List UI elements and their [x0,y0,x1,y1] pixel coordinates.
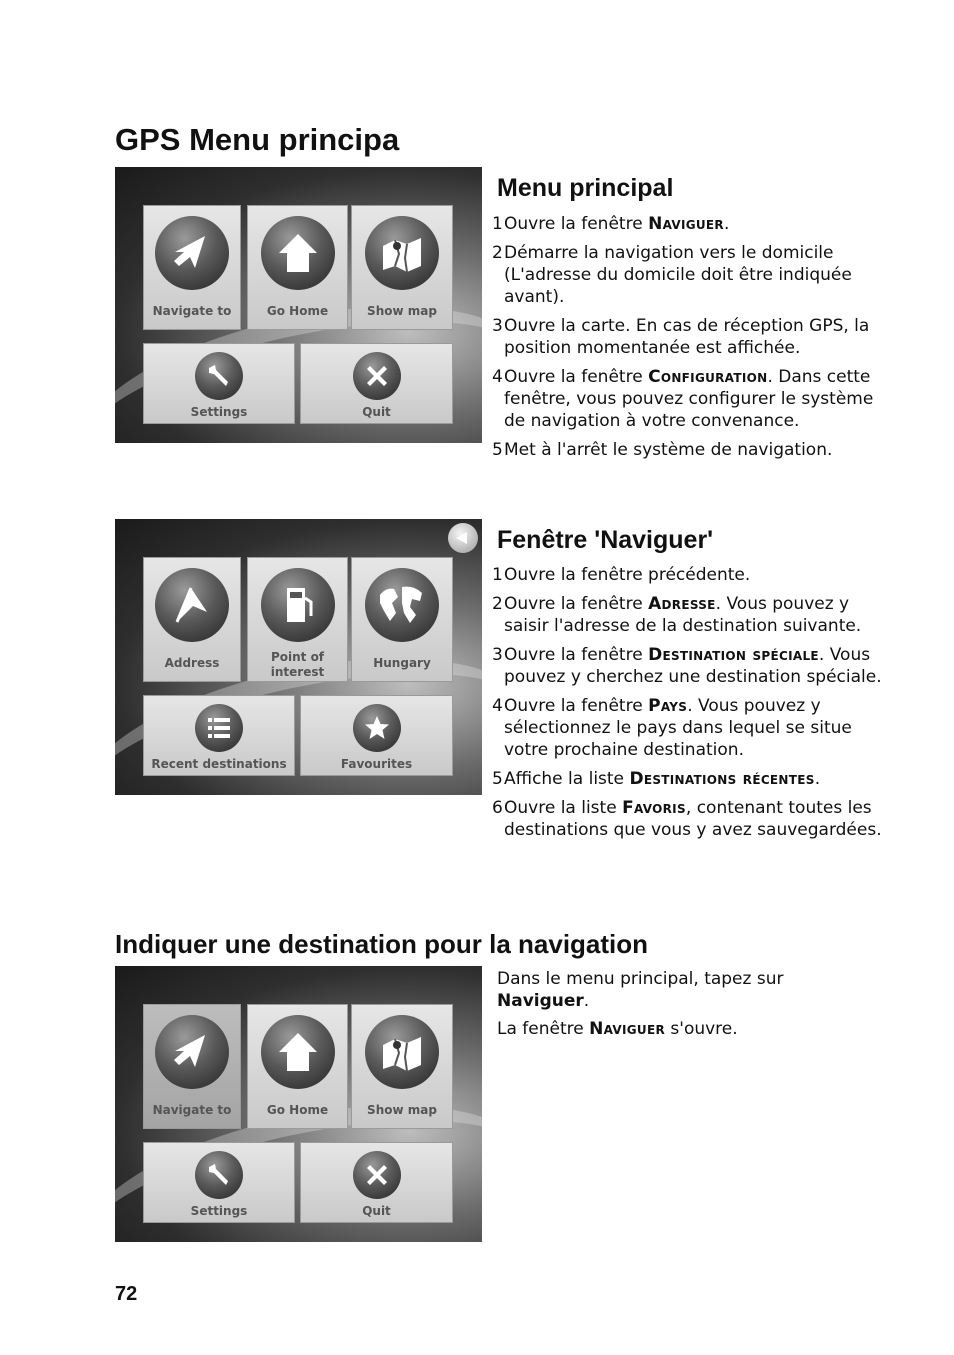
flag-icon [155,568,229,642]
star-icon [353,704,401,752]
tile-label: Address [164,656,220,670]
tile-show-map [351,1004,453,1129]
tile-label: Recent destinations [151,757,287,771]
globe-icon [365,568,439,642]
back-icon [448,523,478,553]
tile-label: Settings [190,405,248,419]
list-icon [195,704,243,752]
tile-label: Settings [190,1204,248,1218]
list-item: 1 Ouvre la fenêtre Naviguer. [492,214,730,234]
tile-point-of-interest [247,557,348,682]
tile-label: Show map [367,304,437,318]
tile-label: Point of interest [270,650,325,679]
tile-label: Go Home [266,1103,329,1117]
quit-icon [353,352,401,400]
section1-list [492,213,884,468]
tile-settings [143,1142,295,1223]
list-item: 5 Affiche la liste Destinations récentes. [492,769,821,789]
list-item: 3 Ouvre la fenêtre Destination spéciale. Vous pouvez y cherchez une destination spéciale. [492,645,882,687]
arrow-icon [155,1015,229,1089]
page-number: 72 [115,1283,138,1305]
tile-favourites [300,695,453,776]
tile-label: Hungary [373,656,431,670]
list-item: 6 Ouvre la liste Favoris, contenant toutes les destinations que vous y avez sauvegardées. [492,798,882,840]
section-heading: Indiquer une destination pour la navigation [115,929,649,959]
navigate-window-screenshot [115,519,482,795]
tile-recent-destinations [143,695,295,776]
wrench-icon [195,352,243,400]
tile-go-home [247,1004,348,1129]
tile-label: Quit [362,1204,391,1218]
list-item: 4 Ouvre la fenêtre Pays. Vous pouvez y sélectionnez le pays dans lequel se situe votre prochaine destination. [492,696,852,760]
tile-navigate-to [143,205,241,330]
list-item: 3 Ouvre la carte. En cas de réception GPS, la position momentanée est affichée. [492,316,870,358]
tile-navigate-to [143,1004,241,1129]
main-menu-screenshot [115,167,482,443]
fuel-pump-icon [261,568,335,642]
tile-address [143,557,241,682]
tile-go-home [247,205,348,330]
map-icon [365,216,439,290]
tile-label: Navigate to [152,1103,232,1117]
tile-label: Go Home [266,304,329,318]
list-item: 5 Met à l'arrêt le système de navigation. [492,440,833,460]
map-icon [365,1015,439,1089]
tile-label: Favourites [340,757,413,771]
list-item: 2 Démarre la navigation vers le domicile (L'adresse du domicile doit être indiquée avant). [492,243,852,307]
list-item: 2 Ouvre la fenêtre Adresse. Vous pouvez y saisir l'adresse de la destination suivante. [492,594,862,636]
quit-icon [353,1151,401,1199]
main-menu-selected-screenshot [115,966,482,1242]
tile-hungary [351,557,453,682]
tile-label: Navigate to [152,304,232,318]
page-title: GPS Menu principa [115,122,400,157]
tile-settings [143,343,295,424]
house-icon [261,1015,335,1089]
tile-label: Show map [367,1103,437,1117]
section-heading: Menu principal [497,174,674,202]
house-icon [261,216,335,290]
wrench-icon [195,1151,243,1199]
tile-quit [300,343,453,424]
arrow-icon [155,216,229,290]
instruction-paragraph: Dans le menu principal, tapez sur Naviguer. [497,969,784,1011]
list-item: 1 Ouvre la fenêtre précédente. [492,565,751,585]
tile-quit [300,1142,453,1223]
section-heading: Fenêtre 'Naviguer' [497,526,714,554]
section2-list [492,564,884,848]
result-paragraph: La fenêtre Naviguer s'ouvre. [497,1019,738,1039]
tile-label: Quit [362,405,391,419]
tile-show-map [351,205,453,330]
list-item: 4 Ouvre la fenêtre Configuration. Dans cette fenêtre, vous pouvez configurer le système de navigation à votre convenance. [492,367,874,431]
